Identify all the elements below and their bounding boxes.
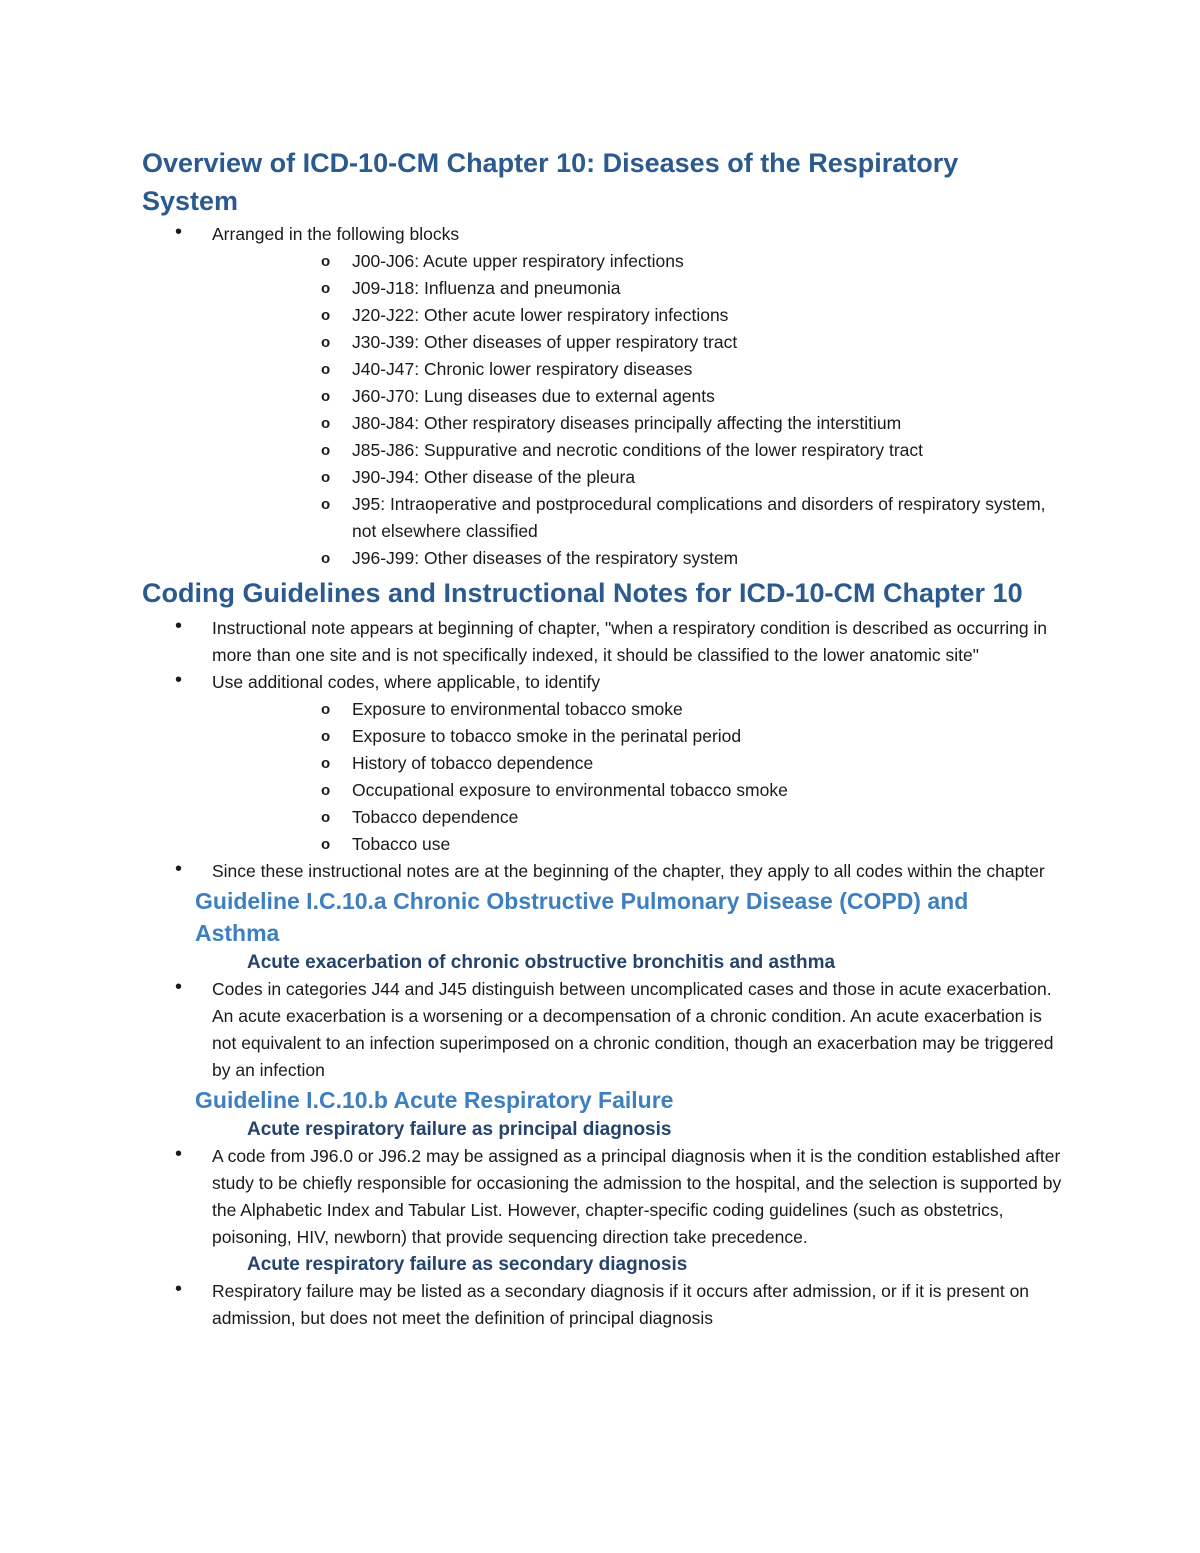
sub-bullet-icon: o — [321, 442, 331, 459]
sub-list-item — [212, 750, 1062, 777]
guideline-b-subtitle-principal: Acute respiratory failure as principal diagnosis — [247, 1119, 672, 1140]
sub-bullet-icon: o — [321, 307, 331, 324]
sub-list-item — [212, 831, 1062, 858]
sub-list-item-text: Occupational exposure to environmental tobacco smoke — [352, 780, 788, 800]
bullet-icon: • — [175, 221, 183, 243]
list-item — [142, 1278, 1062, 1332]
sub-list-item-text: J40-J47: Chronic lower respiratory diseases — [352, 359, 693, 379]
sub-list-item — [212, 329, 1062, 356]
sub-bullet-icon: o — [321, 782, 331, 799]
sub-bullet-icon: o — [321, 701, 331, 718]
sub-list-item-text: J96-J99: Other diseases of the respiratory system — [352, 548, 739, 568]
sub-list-item-text: Exposure to environmental tobacco smoke — [352, 699, 683, 719]
sub-list-item — [212, 275, 1062, 302]
list-item — [142, 976, 1062, 1084]
list-item-text: Use additional codes, where applicable, to identify — [212, 672, 601, 692]
list-item — [142, 615, 1062, 669]
sub-bullet-icon: o — [321, 809, 331, 826]
sub-list-item-text: J30-J39: Other diseases of upper respiratory tract — [352, 332, 738, 352]
sub-list-item-text: J80-J84: Other respiratory diseases principally affecting the interstitium — [352, 413, 902, 433]
sub-bullet-icon: o — [321, 728, 331, 745]
sub-list-item — [212, 696, 1062, 723]
sub-bullet-icon: o — [321, 836, 331, 853]
sub-list-item-text: J60-J70: Lung diseases due to external agents — [352, 386, 715, 406]
guideline-a-subtitle: Acute exacerbation of chronic obstructive bronchitis and asthma — [247, 952, 836, 973]
additional-codes-list — [212, 696, 1062, 858]
guideline-b-secondary-list — [142, 1278, 1062, 1332]
list-item-text: Respiratory failure may be listed as a secondary diagnosis if it occurs after admission, or if it is present on admission, but does not meet the definition of principal diagnosis — [212, 1281, 1030, 1328]
guideline-b-subtitle-secondary: Acute respiratory failure as secondary diagnosis — [247, 1254, 688, 1275]
coding-guidelines-list — [142, 615, 1062, 885]
sub-list-item — [212, 248, 1062, 275]
sub-list-item — [212, 491, 1062, 545]
bullet-icon: • — [175, 1143, 183, 1165]
guideline-b-title: Guideline I.C.10.b Acute Respiratory Failure — [195, 1087, 674, 1113]
list-item-text: A code from J96.0 or J96.2 may be assigned as a principal diagnosis when it is the condition established after study to be chiefly responsible for occasioning the admission to the hospital, and the selection is supported by the Alphabetic Index and Tabular List. However, chapter-specific coding guidelines (such as obstetrics, poisoning, HIV, newborn) that provide sequencing direction take precedence. — [212, 1146, 1062, 1247]
list-item — [142, 858, 1062, 885]
sub-bullet-icon: o — [321, 469, 331, 486]
list-item-text: Since these instructional notes are at the beginning of the chapter, they apply to all codes within the chapter — [212, 861, 1045, 881]
sub-bullet-icon: o — [321, 388, 331, 405]
sub-bullet-icon: o — [321, 280, 331, 297]
guideline-a-title — [142, 885, 1062, 949]
sub-list-item-text: Exposure to tobacco smoke in the perinatal period — [352, 726, 742, 746]
bullet-icon: • — [175, 1278, 183, 1300]
sub-list-item — [212, 383, 1062, 410]
sub-list-item-text: J20-J22: Other acute lower respiratory infections — [352, 305, 729, 325]
document-content — [142, 144, 1062, 1332]
guideline-a-title-line1: Guideline I.C.10.a Chronic Obstructive Pulmonary Disease (COPD) and — [195, 888, 969, 914]
list-item — [142, 1143, 1062, 1251]
guideline-a-list — [142, 976, 1062, 1084]
guideline-b-principal-list — [142, 1143, 1062, 1251]
sub-list-item — [212, 723, 1062, 750]
sub-list-item — [212, 777, 1062, 804]
bullet-icon: • — [175, 858, 183, 880]
sub-list-item-text: J00-J06: Acute upper respiratory infections — [352, 251, 684, 271]
bullet-icon: • — [175, 669, 183, 691]
guideline-a-title-line2: Asthma — [195, 920, 280, 946]
list-item — [142, 221, 1062, 572]
sub-list-item-text: J90-J94: Other disease of the pleura — [352, 467, 636, 487]
sub-list-item-text: J09-J18: Influenza and pneumonia — [352, 278, 621, 298]
bullet-icon: • — [175, 976, 183, 998]
section-title-coding-guidelines: Coding Guidelines and Instructional Notes for ICD-10-CM Chapter 10 — [142, 578, 1023, 608]
list-item — [142, 669, 1062, 858]
sub-list-item-text: J85-J86: Suppurative and necrotic conditions of the lower respiratory tract — [352, 440, 923, 460]
sub-bullet-icon: o — [321, 334, 331, 351]
sub-list-item — [212, 437, 1062, 464]
section-title-overview-line2: System — [142, 186, 239, 216]
sub-bullet-icon: o — [321, 755, 331, 772]
overview-list — [142, 221, 1062, 572]
block-list — [212, 248, 1062, 572]
section-title-overview — [142, 144, 1062, 220]
list-item-text: Arranged in the following blocks — [212, 224, 460, 244]
list-item-text: Codes in categories J44 and J45 distinguish between uncomplicated cases and those in acute exacerbation. An acute exacerbation is a worsening or a decompensation of a chronic condition. An acute exacerbation is not equivalent to an infection superimposed on a chronic condition, though an exacerbation may be triggered by an infection — [212, 979, 1054, 1080]
list-item-text: Instructional note appears at beginning of chapter, "when a respiratory condition is described as occurring in more than one site and is not specifically indexed, it should be classified to the lower anatomic site" — [212, 618, 1048, 665]
sub-list-item — [212, 804, 1062, 831]
sub-list-item-text: Tobacco use — [352, 834, 451, 854]
sub-list-item-text: Tobacco dependence — [352, 807, 519, 827]
sub-list-item — [212, 545, 1062, 572]
sub-bullet-icon: o — [321, 415, 331, 432]
sub-bullet-icon: o — [321, 550, 331, 567]
sub-bullet-icon: o — [321, 253, 331, 270]
section-title-overview-line1: Overview of ICD-10-CM Chapter 10: Diseases of the Respiratory — [142, 148, 959, 178]
sub-list-item — [212, 356, 1062, 383]
sub-list-item — [212, 302, 1062, 329]
sub-list-item-text: History of tobacco dependence — [352, 753, 594, 773]
bullet-icon: • — [175, 615, 183, 637]
sub-list-item — [212, 410, 1062, 437]
sub-list-item-text: J95: Intraoperative and postprocedural complications and disorders of respiratory system, not elsewhere classified — [352, 494, 1046, 541]
sub-bullet-icon: o — [321, 496, 331, 513]
sub-list-item — [212, 464, 1062, 491]
sub-bullet-icon: o — [321, 361, 331, 378]
